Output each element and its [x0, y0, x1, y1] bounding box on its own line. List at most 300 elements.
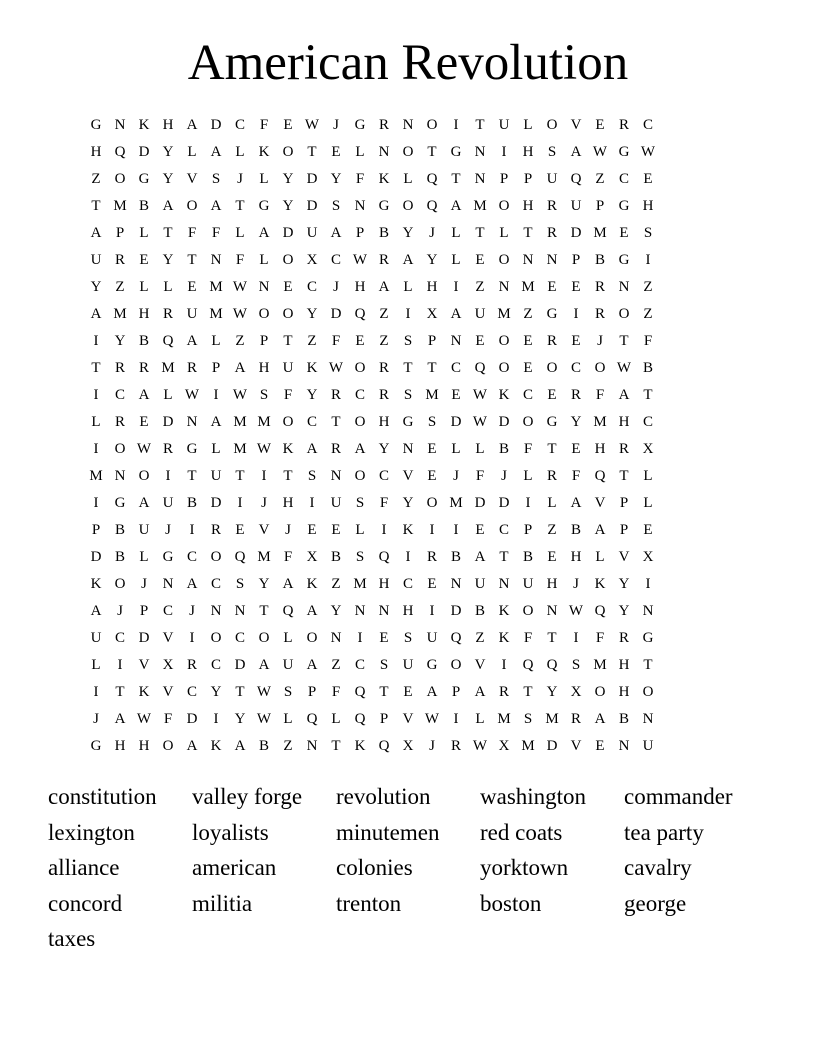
grid-letter: D [474, 495, 486, 511]
grid-letter: Y [426, 252, 438, 268]
grid-letter: W [256, 684, 272, 700]
grid-letter: J [597, 333, 603, 349]
grid-letter: Y [378, 441, 390, 457]
grid-letter: O [354, 468, 366, 484]
grid-row [84, 382, 732, 409]
grid-letter: B [138, 333, 149, 349]
grid-letter: I [189, 522, 195, 538]
grid-letter: W [232, 306, 248, 322]
grid-letter: M [497, 711, 511, 727]
grid-letter: O [210, 549, 222, 565]
grid-letter: H [402, 603, 414, 619]
grid-letter: E [139, 252, 149, 268]
grid-letter: A [186, 117, 198, 133]
grid-letter: D [138, 630, 150, 646]
grid-letter: S [427, 414, 437, 430]
grid-letter: Y [306, 387, 318, 403]
grid-row [84, 733, 732, 760]
grid-letter: C [330, 252, 341, 268]
grid-letter: U [474, 306, 486, 322]
grid-letter: O [546, 117, 558, 133]
grid-letter: O [594, 360, 606, 376]
grid-letter: R [330, 441, 341, 457]
word-list-item: constitution [48, 784, 157, 809]
grid-letter: W [592, 144, 608, 160]
grid-letter: Q [354, 684, 366, 700]
grid-letter: P [619, 522, 629, 538]
grid-letter: L [355, 522, 365, 538]
grid-letter: N [642, 711, 654, 727]
grid-letter: V [162, 630, 174, 646]
grid-letter: I [93, 333, 99, 349]
grid-letter: B [330, 549, 341, 565]
grid-letter: W [424, 711, 440, 727]
grid-letter: O [258, 306, 270, 322]
grid-letter: E [307, 522, 317, 538]
grid-letter: O [354, 360, 366, 376]
grid-letter: M [161, 360, 175, 376]
grid-letter: K [90, 576, 102, 592]
grid-letter: D [282, 225, 294, 241]
grid-letter: C [642, 414, 653, 430]
grid-row [84, 166, 732, 193]
grid-row [84, 112, 732, 139]
grid-letter: L [451, 441, 461, 457]
grid-letter: A [450, 306, 462, 322]
grid-letter: L [91, 414, 101, 430]
grid-letter: G [90, 117, 102, 133]
grid-letter: M [113, 306, 127, 322]
grid-letter: J [333, 279, 339, 295]
grid-letter: D [162, 414, 174, 430]
grid-letter: O [210, 630, 222, 646]
grid-letter: N [618, 279, 630, 295]
grid-row [84, 706, 732, 733]
grid-letter: A [138, 387, 150, 403]
grid-letter: Z [283, 738, 293, 754]
grid-letter: A [90, 306, 102, 322]
grid-letter: F [643, 333, 653, 349]
grid-letter: E [235, 522, 245, 538]
grid-letter: L [187, 144, 197, 160]
page-title: American Revolution [187, 35, 629, 91]
grid-letter: A [258, 225, 270, 241]
grid-letter: P [379, 711, 389, 727]
grid-letter: Y [570, 414, 582, 430]
grid-letter: R [114, 360, 125, 376]
grid-letter: X [498, 738, 510, 754]
grid-letter: O [402, 144, 414, 160]
grid-letter: P [619, 495, 629, 511]
grid-letter: B [378, 225, 389, 241]
grid-letter: L [499, 225, 509, 241]
grid-letter: F [211, 225, 221, 241]
grid-letter: B [474, 603, 485, 619]
grid-letter: E [427, 441, 437, 457]
word-list-item: taxes [48, 926, 96, 951]
grid-letter: H [90, 144, 102, 160]
grid-letter: R [618, 630, 629, 646]
grid-letter: A [234, 360, 246, 376]
word-list-item: revolution [336, 784, 431, 809]
grid-letter: L [595, 549, 605, 565]
grid-letter: I [405, 549, 411, 565]
grid-letter: E [427, 576, 437, 592]
grid-letter: O [546, 360, 558, 376]
grid-letter: E [475, 252, 485, 268]
grid-letter: N [114, 117, 126, 133]
grid-letter: D [450, 414, 462, 430]
grid-letter: X [306, 549, 318, 565]
grid-letter: J [285, 522, 291, 538]
grid-row [84, 490, 732, 517]
grid-letter: N [546, 603, 558, 619]
grid-letter: R [426, 549, 437, 565]
grid-letter: G [162, 549, 174, 565]
grid-letter: O [498, 198, 510, 214]
grid-letter: T [403, 360, 413, 376]
grid-letter: W [472, 414, 488, 430]
grid-letter: E [379, 630, 389, 646]
grid-letter: C [378, 468, 389, 484]
grid-letter: L [283, 711, 293, 727]
grid-letter: V [402, 711, 414, 727]
grid-letter: Z [331, 576, 341, 592]
grid-letter: L [475, 441, 485, 457]
grid-letter: C [306, 414, 317, 430]
word-list-item: militia [192, 890, 253, 916]
grid-letter: D [210, 495, 222, 511]
grid-letter: W [232, 387, 248, 403]
grid-letter: Y [618, 576, 630, 592]
grid-letter: D [90, 549, 102, 565]
grid-letter: W [640, 144, 656, 160]
grid-letter: S [259, 387, 269, 403]
grid-letter: A [186, 333, 198, 349]
grid-letter: N [330, 630, 342, 646]
grid-letter: L [643, 495, 653, 511]
grid-letter: A [282, 576, 294, 592]
grid-letter: X [642, 441, 654, 457]
grid-letter: A [570, 144, 582, 160]
grid-letter: U [210, 468, 222, 484]
grid-letter: V [162, 684, 174, 700]
grid-letter: K [354, 738, 366, 754]
grid-letter: Q [282, 603, 294, 619]
grid-letter: Z [475, 279, 485, 295]
grid-row [84, 517, 732, 544]
grid-letter: P [523, 171, 533, 187]
grid-letter: B [642, 360, 653, 376]
grid-letter: C [570, 360, 581, 376]
grid-letter: V [474, 657, 486, 673]
grid-letter: V [402, 468, 414, 484]
grid-letter: O [282, 414, 294, 430]
grid-letter: W [616, 360, 632, 376]
grid-letter: N [234, 603, 246, 619]
grid-letter: I [405, 306, 411, 322]
grid-letter: S [571, 657, 581, 673]
grid-letter: L [259, 252, 269, 268]
grid-letter: G [186, 441, 198, 457]
grid-letter: N [474, 144, 486, 160]
grid-letter: U [90, 252, 102, 268]
grid-letter: O [498, 252, 510, 268]
grid-letter: Q [474, 360, 486, 376]
grid-letter: T [235, 198, 245, 214]
grid-row [84, 544, 732, 571]
grid-letter: I [93, 441, 99, 457]
grid-letter: F [379, 495, 389, 511]
grid-letter: Z [379, 306, 389, 322]
grid-letter: A [90, 225, 102, 241]
grid-letter: L [331, 711, 341, 727]
grid-letter: A [138, 495, 150, 511]
grid-letter: X [306, 252, 318, 268]
grid-letter: T [91, 198, 101, 214]
grid-letter: C [162, 603, 173, 619]
grid-letter: T [235, 468, 245, 484]
grid-letter: L [475, 711, 485, 727]
grid-letter: N [498, 576, 510, 592]
grid-letter: M [209, 279, 223, 295]
grid-letter: G [546, 414, 558, 430]
grid-letter: W [328, 360, 344, 376]
grid-letter: K [498, 387, 510, 403]
grid-letter: Q [570, 171, 582, 187]
grid-letter: S [211, 171, 221, 187]
grid-row [84, 274, 732, 301]
grid-letter: A [570, 495, 582, 511]
grid-letter: J [117, 603, 123, 619]
grid-letter: X [642, 549, 654, 565]
grid-letter: L [235, 225, 245, 241]
grid-letter: J [453, 468, 459, 484]
grid-letter: P [595, 198, 605, 214]
grid-letter: L [403, 171, 413, 187]
grid-letter: S [355, 495, 365, 511]
grid-letter: E [595, 117, 605, 133]
grid-letter: L [259, 171, 269, 187]
grid-letter: R [162, 441, 173, 457]
grid-letter: O [498, 360, 510, 376]
grid-letter: L [139, 279, 149, 295]
word-list-item: yorktown [480, 855, 569, 880]
grid-letter: W [184, 387, 200, 403]
grid-letter: M [233, 441, 247, 457]
grid-letter: P [499, 171, 509, 187]
grid-letter: L [139, 549, 149, 565]
grid-letter: D [498, 495, 510, 511]
grid-letter: C [642, 117, 653, 133]
grid-letter: K [402, 522, 414, 538]
grid-letter: E [571, 333, 581, 349]
grid-letter: I [165, 468, 171, 484]
grid-letter: D [234, 657, 246, 673]
grid-letter: I [357, 630, 363, 646]
grid-row [84, 301, 732, 328]
grid-letter: W [256, 711, 272, 727]
grid-letter: W [136, 711, 152, 727]
grid-letter: K [498, 630, 510, 646]
grid-letter: U [90, 630, 102, 646]
grid-letter: R [594, 279, 605, 295]
grid-letter: T [331, 414, 341, 430]
grid-letter: Q [234, 549, 246, 565]
grid-letter: A [90, 603, 102, 619]
grid-letter: K [210, 738, 222, 754]
grid-letter: G [618, 252, 630, 268]
grid-letter: F [475, 468, 485, 484]
grid-letter: Y [162, 144, 174, 160]
grid-letter: F [331, 684, 341, 700]
grid-letter: U [426, 630, 438, 646]
grid-letter: N [258, 279, 270, 295]
grid-letter: S [355, 549, 365, 565]
grid-letter: O [186, 198, 198, 214]
grid-letter: A [210, 198, 222, 214]
grid-letter: E [187, 279, 197, 295]
grid-letter: W [304, 117, 320, 133]
grid-row [84, 625, 732, 652]
grid-letter: S [547, 144, 557, 160]
grid-letter: M [257, 549, 271, 565]
grid-letter: Y [618, 603, 630, 619]
grid-letter: T [235, 684, 245, 700]
grid-letter: F [523, 441, 533, 457]
grid-letter: A [306, 441, 318, 457]
grid-letter: E [643, 522, 653, 538]
grid-letter: I [453, 711, 459, 727]
grid-letter: R [210, 522, 221, 538]
grid-letter: E [331, 522, 341, 538]
grid-letter: L [547, 495, 557, 511]
grid-letter: J [141, 576, 147, 592]
grid-letter: E [643, 171, 653, 187]
grid-letter: H [378, 576, 390, 592]
grid-letter: L [283, 630, 293, 646]
grid-letter: C [402, 576, 413, 592]
grid-letter: T [187, 252, 197, 268]
grid-letter: G [642, 630, 654, 646]
grid-row [84, 571, 732, 598]
grid-letter: T [331, 738, 341, 754]
grid-letter: I [453, 522, 459, 538]
grid-row [84, 436, 732, 463]
grid-letter: N [402, 441, 414, 457]
grid-letter: P [427, 333, 437, 349]
grid-letter: R [138, 360, 149, 376]
grid-letter: I [93, 684, 99, 700]
grid-letter: O [258, 630, 270, 646]
grid-letter: Q [594, 468, 606, 484]
grid-letter: N [330, 468, 342, 484]
grid-letter: J [573, 576, 579, 592]
grid-letter: T [499, 549, 509, 565]
grid-letter: A [186, 576, 198, 592]
grid-letter: R [618, 117, 629, 133]
grid-letter: T [187, 468, 197, 484]
grid-letter: I [501, 144, 507, 160]
grid-letter: H [138, 738, 150, 754]
grid-letter: N [450, 576, 462, 592]
grid-row [84, 409, 732, 436]
grid-letter: E [547, 279, 557, 295]
grid-letter: N [210, 603, 222, 619]
grid-letter: M [113, 198, 127, 214]
grid-letter: B [114, 522, 125, 538]
word-list-item: loyalists [192, 819, 269, 845]
grid-letter: E [139, 414, 149, 430]
grid-letter: T [115, 684, 125, 700]
grid-letter: L [523, 117, 533, 133]
grid-letter: R [186, 360, 197, 376]
grid-letter: A [594, 711, 606, 727]
grid-letter: Z [331, 657, 341, 673]
grid-letter: P [307, 684, 317, 700]
grid-letter: D [306, 171, 318, 187]
grid-letter: H [162, 117, 174, 133]
grid-letter: F [571, 468, 581, 484]
grid-letter: O [114, 171, 126, 187]
grid-letter: P [115, 225, 125, 241]
grid-letter: Z [91, 171, 101, 187]
grid-letter: V [570, 738, 582, 754]
grid-letter: Z [115, 279, 125, 295]
grid-letter: W [568, 603, 584, 619]
grid-letter: I [93, 495, 99, 511]
grid-letter: E [523, 360, 533, 376]
grid-letter: H [618, 657, 630, 673]
word-list-item: valley forge [192, 784, 303, 809]
grid-letter: C [114, 630, 125, 646]
grid-letter: J [333, 117, 339, 133]
grid-letter: I [453, 279, 459, 295]
grid-letter: W [232, 279, 248, 295]
grid-letter: X [402, 738, 414, 754]
grid-letter: M [449, 495, 463, 511]
grid-letter: O [354, 414, 366, 430]
grid-letter: B [498, 441, 509, 457]
grid-letter: H [594, 441, 606, 457]
grid-row [84, 679, 732, 706]
grid-letter: Y [546, 684, 558, 700]
grid-letter: M [353, 576, 367, 592]
grid-letter: F [331, 333, 341, 349]
grid-letter: L [139, 225, 149, 241]
grid-letter: O [138, 468, 150, 484]
grid-letter: C [234, 117, 245, 133]
grid-letter: S [643, 225, 653, 241]
grid-letter: J [165, 522, 171, 538]
grid-letter: T [547, 441, 557, 457]
grid-letter: L [235, 144, 245, 160]
grid-letter: T [475, 117, 485, 133]
grid-letter: I [93, 387, 99, 403]
grid-letter: L [211, 441, 221, 457]
grid-letter: Y [306, 306, 318, 322]
grid-letter: M [545, 711, 559, 727]
grid-letter: B [450, 549, 461, 565]
word-list-item: lexington [48, 819, 135, 845]
grid-letter: R [546, 468, 557, 484]
grid-letter: Z [475, 630, 485, 646]
grid-letter: L [211, 333, 221, 349]
grid-letter: E [451, 387, 461, 403]
word-list-item: concord [48, 890, 123, 916]
grid-letter: Z [379, 333, 389, 349]
grid-letter: L [643, 468, 653, 484]
